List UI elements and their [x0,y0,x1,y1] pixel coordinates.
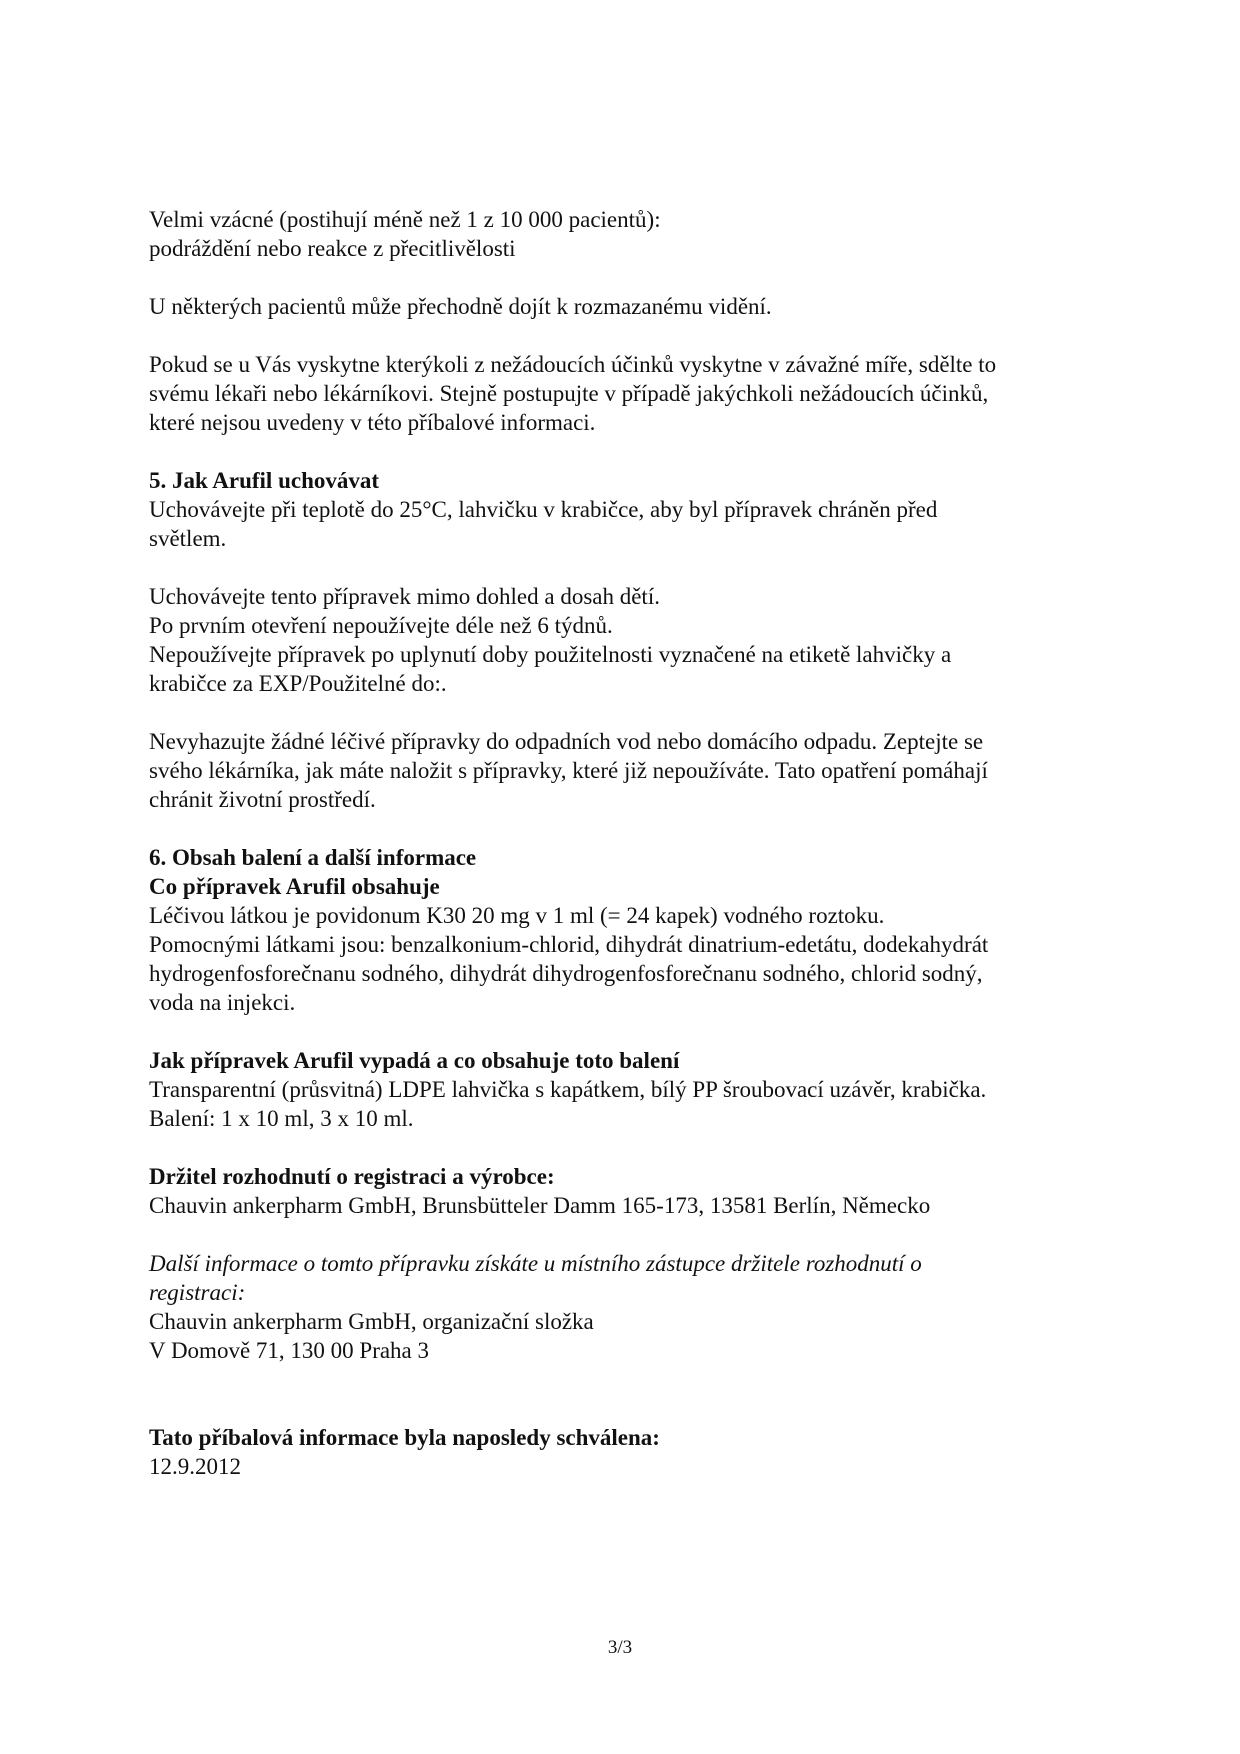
leaflet-page-content [149,205,1109,1481]
children-warning: Uchovávejte tento přípravek mimo dohled a dosah dětí. [149,584,660,609]
excipients-paragraph: Pomocnými látkami jsou: benzalkonium-chlorid, dihydrát dinatrium-edetátu, dodekahydrát hydrogenfosforečnanu sodného, dihydrát dihydrogenfosforečnanu sodného, chlorid sodný, voda na injekci. [149,932,989,1015]
local-rep-intro: Další informace o tomto přípravku získáte u místního zástupce držitele rozhodnutí o registraci: [149,1251,922,1305]
disposal-paragraph: Nevyhazujte žádné léčivé přípravky do odpadních vod nebo domácího odpadu. Zeptejte se svého lékárníka, jak máte naložit s přípravky, které již nepoužíváte. Tato opatření pomáhají chránit životní prostředí. [149,729,988,812]
active-substance: Léčivou látkou je povidonum K30 20 mg v 1 ml (= 24 kapek) vodného roztoku. [149,903,885,928]
appearance-heading: Jak přípravek Arufil vypadá a co obsahuje toto balení [149,1048,680,1073]
blurred-vision-note: U některých pacientů může přechodně dojít k rozmazanému vidění. [149,294,772,319]
pack-sizes: Balení: 1 x 10 ml, 3 x 10 ml. [149,1106,414,1131]
holder-address: Chauvin ankerpharm GmbH, Brunsbütteler Damm 165-173, 13581 Berlín, Německo [149,1193,931,1218]
page-number: 3/3 [607,1637,633,1658]
section-6-heading: 6. Obsah balení a další informace [149,845,477,870]
very-rare-heading: Velmi vzácné (postihují méně než 1 z 10 000 pacientů): [149,207,661,232]
very-rare-text: podráždění nebo reakce z přecitlivělosti [149,236,516,261]
appearance-text: Transparentní (průsvitná) LDPE lahvička s kapátkem, bílý PP šroubovací uzávěr, krabička. [149,1077,987,1102]
approved-date: 12.9.2012 [149,1454,241,1479]
after-opening-note: Po prvním otevření nepoužívejte déle než 6 týdnů. [149,613,613,638]
holder-heading: Držitel rozhodnutí o registraci a výrobce: [149,1164,555,1189]
storage-paragraph: Uchovávejte při teplotě do 25°C, lahvičku v krabičce, aby byl přípravek chráněn před světlem. [149,497,938,551]
expiry-note: Nepoužívejte přípravek po uplynutí doby použitelnosti vyznačené na etiketě lahvičky a krabičce za EXP/Použitelné do:. [149,642,952,696]
side-effects-report-paragraph: Pokud se u Vás vyskytne kterýkoli z nežádoucích účinků vyskytne v závažné míře, sdělte to svému lékaři nebo lékárníkovi. Stejně postupujte v případě jakýchkoli nežádoucích účinků, které nejsou uvedeny v této příbalové informaci. [149,352,997,435]
contains-heading: Co přípravek Arufil obsahuje [149,874,440,899]
local-rep-address: V Domově 71, 130 00 Praha 3 [149,1338,430,1363]
section-5-heading: 5. Jak Arufil uchovávat [149,468,380,493]
approved-heading: Tato příbalová informace byla naposledy schválena: [149,1425,660,1450]
local-rep-name: Chauvin ankerpharm GmbH, organizační složka [149,1309,594,1334]
